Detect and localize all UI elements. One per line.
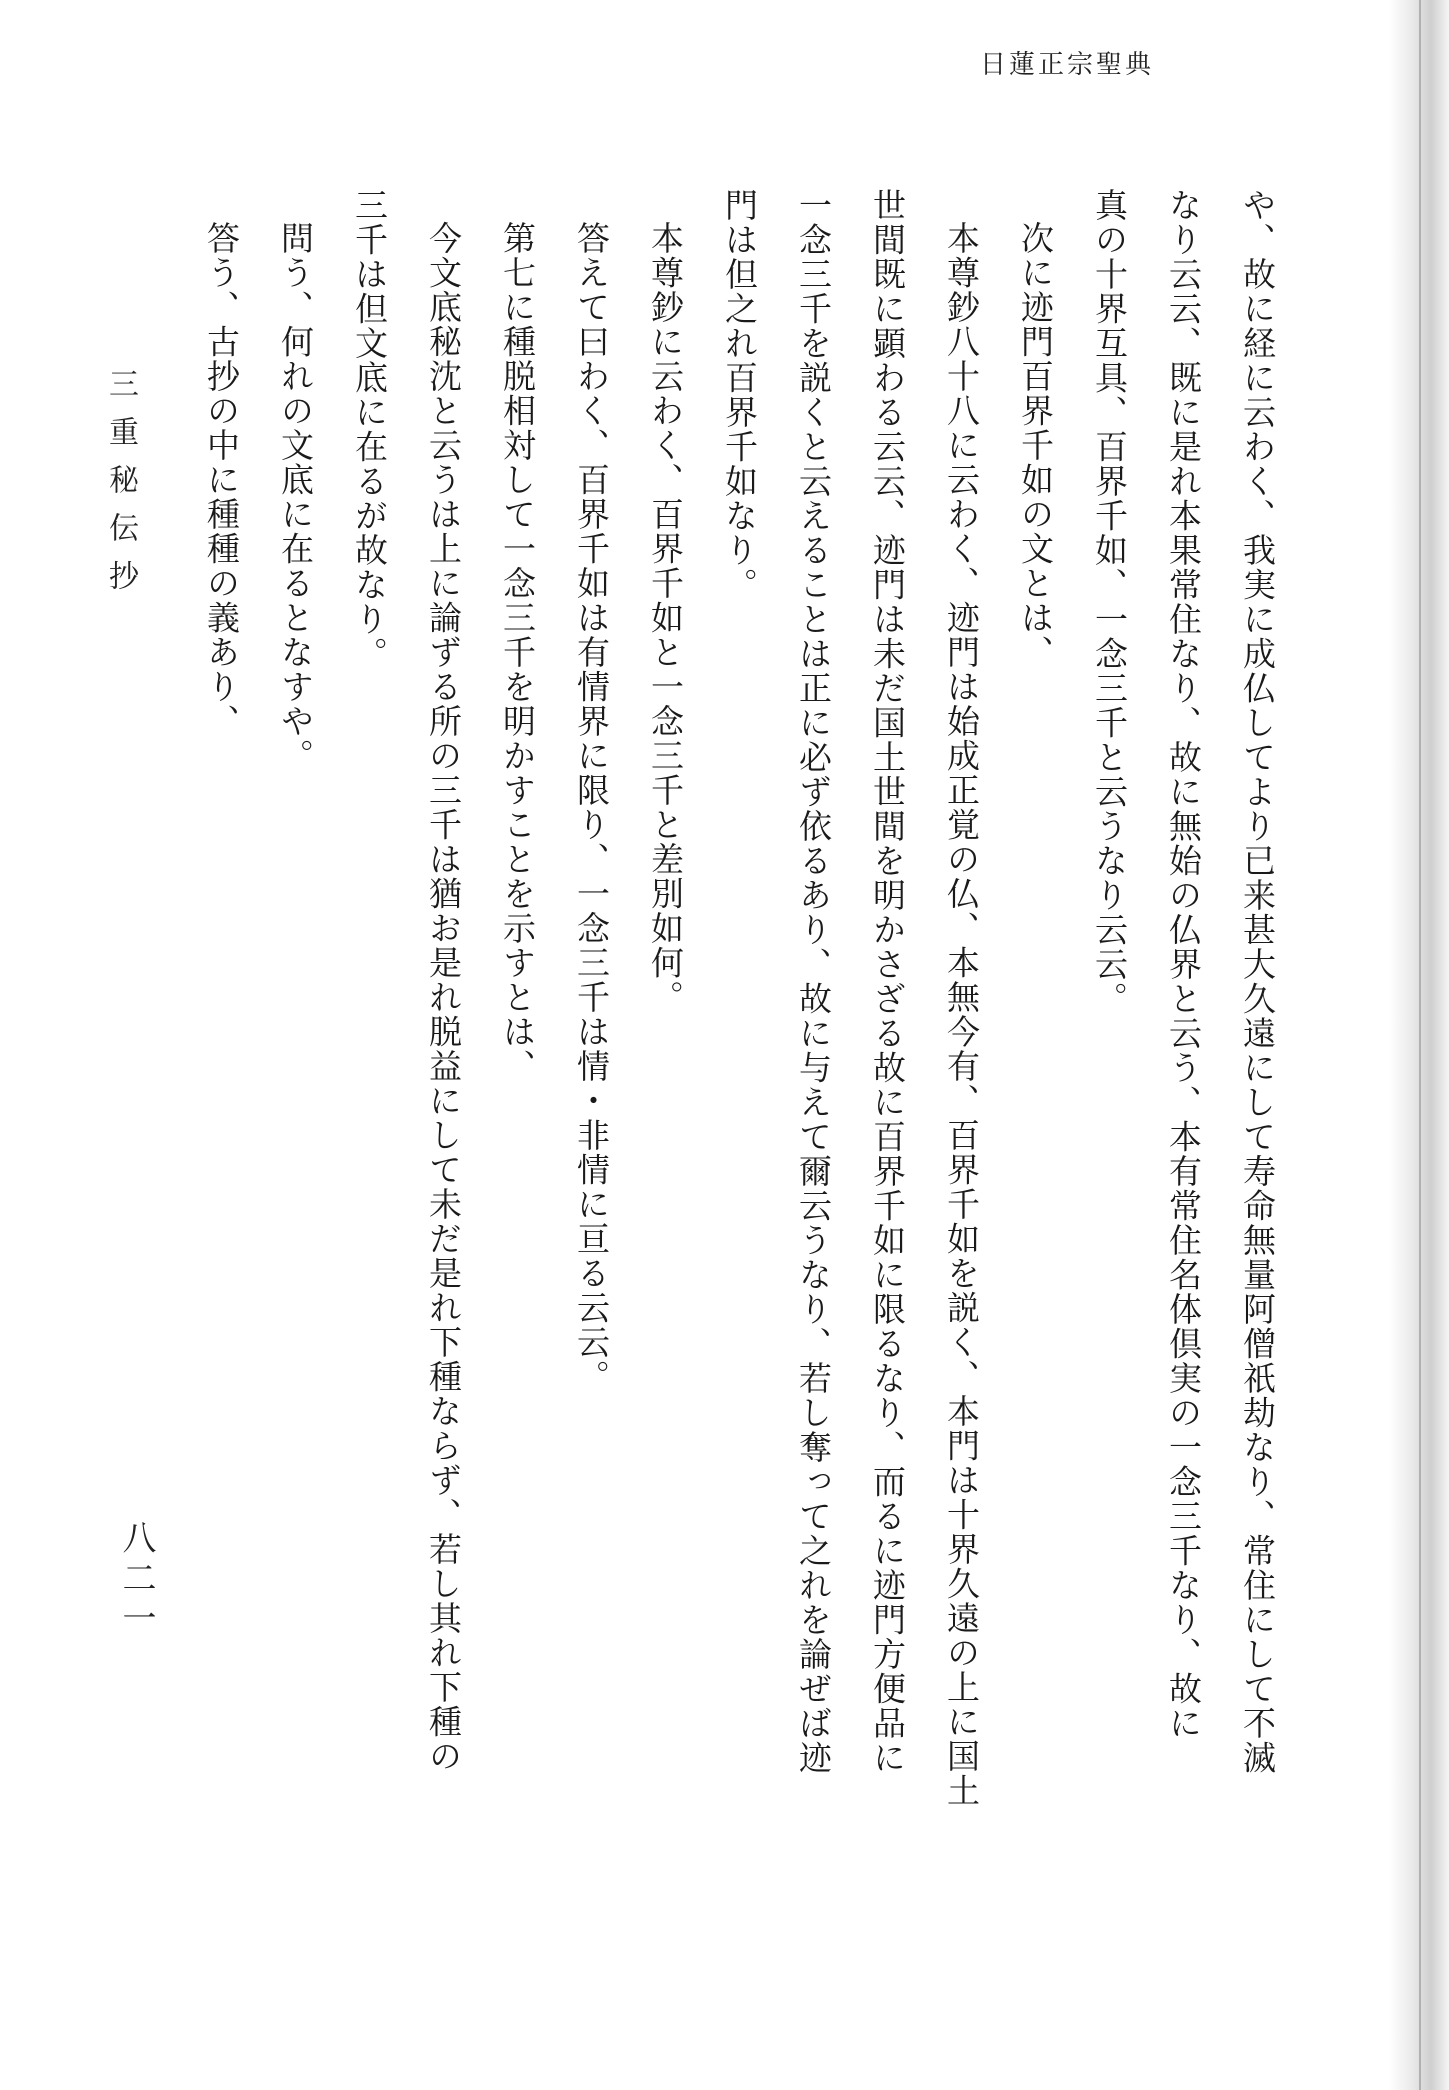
text-line: 答えて曰わく、百界千如は有情界に限り、一念三千は情・非情に亘る云云。 xyxy=(572,221,611,1394)
text-line: 世間既に顕わる云云、迹門は未だ国土世間を明かさざる故に百界千如に限るなり、而るに迹門方便品に xyxy=(868,188,907,1775)
text-line: 本尊鈔に云わく、百界千如と一念三千と差別如何。 xyxy=(646,221,685,1015)
text-line: や、故に経に云わく、我実に成仏してより已来甚大久遠にして寿命無量阿僧祇劫なり、常住にして不滅 xyxy=(1238,188,1277,1775)
text-line: 問う、何れの文底に在るとなすや。 xyxy=(276,221,315,773)
text-line: 次に迹門百界千如の文とは、 xyxy=(1016,221,1055,670)
text-line: 答う、古抄の中に種種の義あり、 xyxy=(202,221,241,739)
text-line: 本尊鈔八十八に云わく、迹門は始成正覚の仏、本無今有、百界千如を説く、本門は十界久遠の上に国土 xyxy=(942,221,981,1808)
vertical-text-body xyxy=(34,188,1294,2008)
text-line: なり云云、既に是れ本果常住なり、故に無始の仏界と云う、本有常住名体倶実の一念三千なり、故に xyxy=(1164,188,1203,1741)
book-title-footer: 三重秘伝抄 xyxy=(103,368,138,608)
text-line: 今文底秘沈と云うは上に論ずる所の三千は猶お是れ脱益にして未だ是れ下種ならず、若し其れ下種の xyxy=(424,221,463,1774)
text-line: 第七に種脱相対して一念三千を明かすことを示すとは、 xyxy=(498,221,537,1084)
text-line: 真の十界互具、百界千如、一念三千と云うなり云云。 xyxy=(1090,188,1129,1016)
text-line: 一念三千を説くと云えることは正に必ず依るあり、故に与えて爾云うなり、若し奪って之れを論ぜば迹 xyxy=(794,188,833,1775)
page-number: 八二一 xyxy=(116,1520,156,1640)
running-header: 日蓮正宗聖典 xyxy=(979,50,1154,80)
page-edge-line xyxy=(1419,0,1421,2090)
text-line: 三千は但文底に在るが故なり。 xyxy=(350,188,389,671)
text-line: 門は但之れ百界千如なり。 xyxy=(720,188,759,602)
